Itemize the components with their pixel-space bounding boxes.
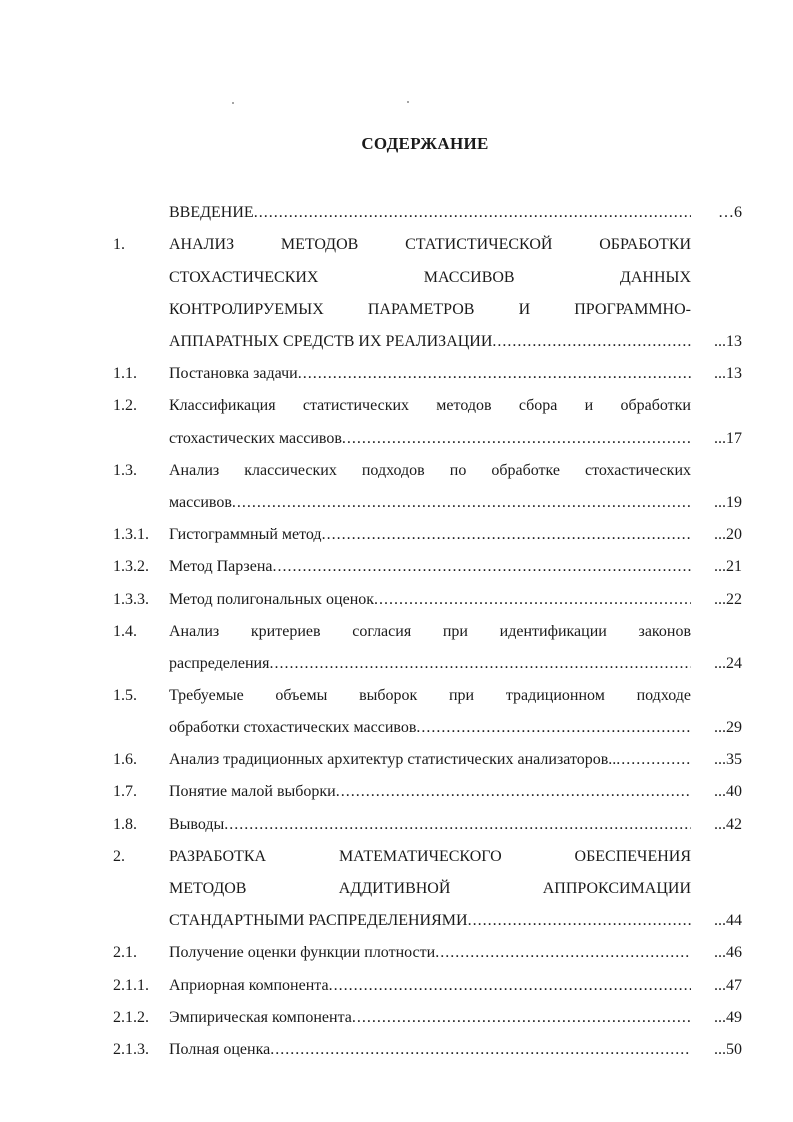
toc-entry-page: ...47 [714,977,742,994]
toc-entry-title [169,364,691,384]
toc-entry-title [169,1008,691,1028]
toc-entry-number: 2.1. [113,944,137,961]
toc-entry-title-text: Метод полигональных оценок [169,591,375,608]
toc-entry-page: ...21 [714,558,742,575]
toc-entry-title-line: Классификация статистических методов сбора и обработки [169,397,691,414]
dot-leader [273,557,691,577]
dot-leader [298,364,691,384]
toc-entry-title-text: обработки стохастических массивов [169,719,417,736]
toc-entry-page: ...40 [714,783,742,800]
dot-leader [616,750,691,770]
toc-entry-title-line: АНАЛИЗ МЕТОДОВ СТАТИСТИЧЕСКОЙ ОБРАБОТКИ [169,236,691,253]
toc-entry-number: 1.7. [113,783,137,800]
dot-leader [492,332,691,352]
toc-entry-title-text: СТАНДАРТНЫМИ РАСПРЕДЕЛЕНИЯМИ [169,912,468,929]
toc-entry-number: 1.3.2. [113,558,149,575]
toc-entry-page: ...42 [714,816,742,833]
toc-entry-title [169,718,691,738]
toc-entry-title [169,493,691,513]
toc-entry-title [169,815,691,835]
toc-entry-title [169,943,691,963]
dot-leader [342,429,691,449]
toc-entry-number: 1.4. [113,623,137,640]
toc-entry-page: ...24 [714,655,742,672]
dot-leader [224,815,691,835]
toc-entry-number: 2.1.1. [113,977,149,994]
toc-entry-title-text: Гистограммный метод [169,526,322,543]
scan-speck [232,102,234,104]
toc-entry-page: ...49 [714,1009,742,1026]
toc-entry-title-text: Априорная компонента [169,977,329,994]
toc-entry-title-text: ВВЕДЕНИЕ [169,204,254,221]
toc-entry-page: ...13 [714,365,742,382]
toc-entry-title [169,654,691,674]
toc-entry-page: ...35 [714,751,742,768]
toc-entry-title [169,429,691,449]
toc-entry-number: 2.1.2. [113,1009,149,1026]
toc-entry-number: 1. [113,236,125,253]
toc-entry-title-line: РАЗРАБОТКА МАТЕМАТИЧЕСКОГО ОБЕСПЕЧЕНИЯ [169,848,691,865]
toc-entry-page: ...19 [714,494,742,511]
toc-entry-number: 1.5. [113,687,137,704]
dot-leader [232,493,691,513]
toc-entry-title-text: Полная оценка [169,1041,271,1058]
dot-leader [270,1040,691,1060]
toc-entry-page: ...13 [714,333,742,350]
toc-entry-number: 1.3.3. [113,591,149,608]
toc-entry-title [169,203,691,223]
dot-leader [329,976,691,996]
toc-entry-title-text: Постановка задачи [169,365,298,382]
toc-entry-number: 2.1.3. [113,1041,149,1058]
toc-entry-title-text: АППАРАТНЫХ СРЕДСТВ ИХ РЕАЛИЗАЦИИ [169,333,493,350]
toc-entry-page: ...22 [714,591,742,608]
dot-leader [336,782,691,802]
toc-entry-number: 1.3.1. [113,526,149,543]
toc-entry-title-text: Анализ традиционных архитектур статистических анализаторов.. [169,751,617,768]
page-title: СОДЕРЖАНИЕ [361,134,489,153]
toc-entry-title-line: Анализ критериев согласия при идентификации законов [169,623,691,640]
toc-entry-title-line: СТОХАСТИЧЕСКИХ МАССИВОВ ДАННЫХ [169,269,691,286]
dot-leader [468,911,691,931]
toc-entry-page: ...17 [714,430,742,447]
toc-entry-title-line: МЕТОДОВ АДДИТИВНОЙ АППРОКСИМАЦИИ [169,880,691,897]
dot-leader [322,525,691,545]
toc-entry-title [169,557,691,577]
toc-entry-title [169,332,691,352]
dot-leader [416,718,691,738]
toc-entry-title-text: Эмпирическая компонента [169,1009,352,1026]
dot-leader [374,590,691,610]
scan-speck [407,101,409,103]
toc-entry-title [169,911,691,931]
toc-entry-title-text: стохастических массивов [169,430,342,447]
toc-entry-title [169,525,691,545]
toc-entry-title-line: Требуемые объемы выборок при традиционном подходе [169,687,691,704]
toc-entry-page: ...46 [714,944,742,961]
toc-entry-number: 1.3. [113,462,137,479]
toc-entry-title [169,1040,691,1060]
dot-leader [269,654,691,674]
toc-entry-title-text: Выводы [169,816,225,833]
toc-entry-title [169,976,691,996]
toc-entry-title-line: КОНТРОЛИРУЕМЫХ ПАРАМЕТРОВ И ПРОГРАММНО- [169,301,691,318]
toc-entry-number: 1.8. [113,816,137,833]
toc-entry-number: 1.2. [113,397,137,414]
toc-entry-number: 1.6. [113,751,137,768]
toc-entry-number: 2. [113,848,125,865]
dot-leader [254,203,691,223]
toc-entry-page: ...20 [714,526,742,543]
toc-entry-title-text: Получение оценки функции плотности [169,944,436,961]
dot-leader [435,943,691,963]
toc-entry-page: ...44 [714,912,742,929]
toc-entry-title [169,782,691,802]
toc-entry-page: …6 [718,204,742,221]
toc-entry-title-text: Метод Парзена [169,558,273,575]
toc-entry-title [169,590,691,610]
dot-leader [352,1008,691,1028]
toc-entry-title-line: Анализ классических подходов по обработке стохастических [169,462,691,479]
toc-entry-title-text: массивов [169,494,232,511]
toc-entry-number: 1.1. [113,365,137,382]
toc-entry-title-text: распределения [169,655,270,672]
toc-entry-title [169,750,691,770]
toc-entry-page: ...50 [714,1041,742,1058]
toc-entry-title-text: Понятие малой выборки [169,783,336,800]
toc-entry-page: ...29 [714,719,742,736]
